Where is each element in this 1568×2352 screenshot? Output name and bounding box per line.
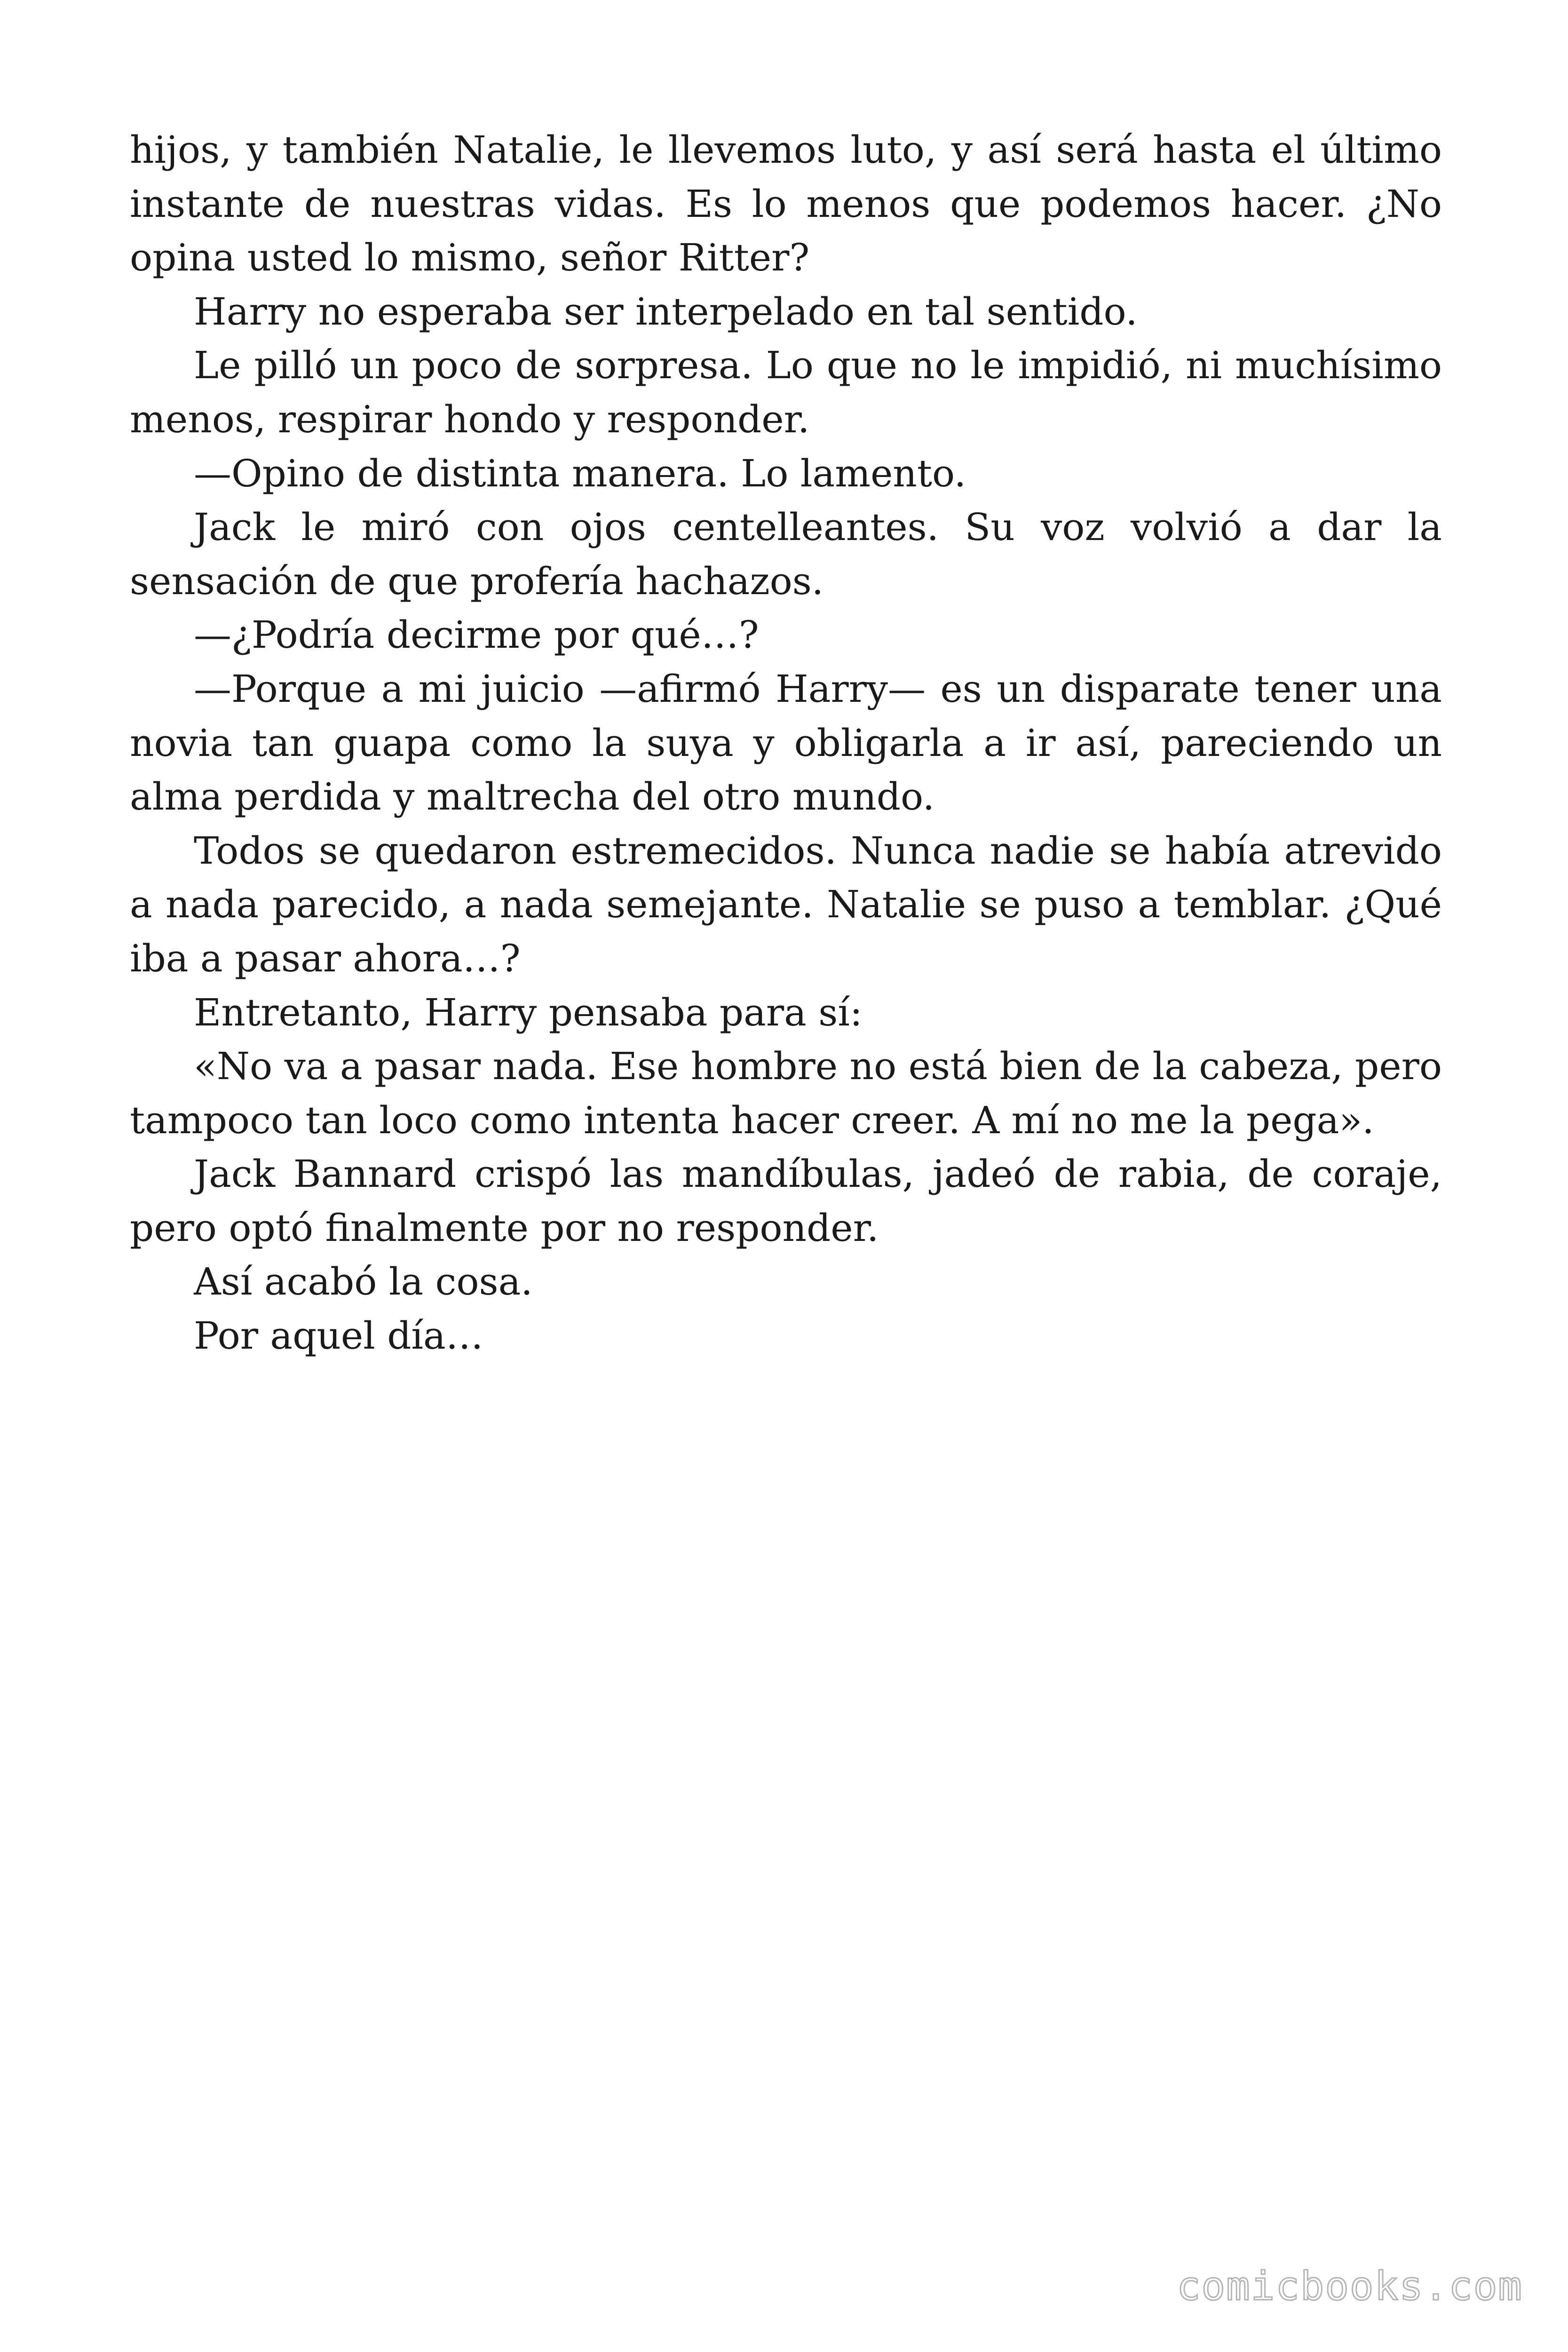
paragraph: Jack Bannard crispó las mandíbulas, jadeó de rabia, de coraje, pero optó finalmente por no responder. [130,1152,1442,1250]
paragraph: Le pilló un poco de sorpresa. Lo que no le impidió, ni muchísimo menos, respirar hondo y responder. [130,343,1442,441]
paragraph: Así acabó la cosa. [194,1260,533,1304]
page-body-text [130,123,1442,1363]
paragraph: Entretanto, Harry pensaba para sí: [194,990,863,1034]
paragraph: Por aquel día… [194,1314,483,1358]
paragraph-continuation: hijos, y también Natalie, le llevemos luto, y así será hasta el último instante de nuestras vidas. Es lo menos que podemos hacer. ¿No opina usted lo mismo, señor Ritter? [130,128,1442,280]
paragraph-dialogue: —Opino de distinta manera. Lo lamento. [194,451,966,495]
paragraph-thought: «No va a pasar nada. Ese hombre no está bien de la cabeza, pero tampoco tan loco como intenta hacer creer. A mí no me la pega». [130,1044,1442,1142]
paragraph: Todos se quedaron estremecidos. Nunca nadie se había atrevido a nada parecido, a nada semejante. Natalie se puso a temblar. ¿Qué iba a pasar ahora…? [130,828,1442,980]
paragraph-dialogue: —¿Podría decirme por qué…? [194,613,759,657]
paragraph: Jack le miró con ojos centelleantes. Su voz volvió a dar la sensación de que profería hachazos. [130,505,1442,603]
paragraph-dialogue: —Porque a mi juicio —afirmó Harry— es un disparate tener una novia tan guapa como la suya y obligarla a ir así, pareciendo un alma perdida y maltrecha del otro mundo. [130,667,1442,819]
paragraph: Harry no esperaba ser interpelado en tal sentido. [194,289,1138,334]
site-watermark: comicbooks.com [1176,2263,1523,2309]
